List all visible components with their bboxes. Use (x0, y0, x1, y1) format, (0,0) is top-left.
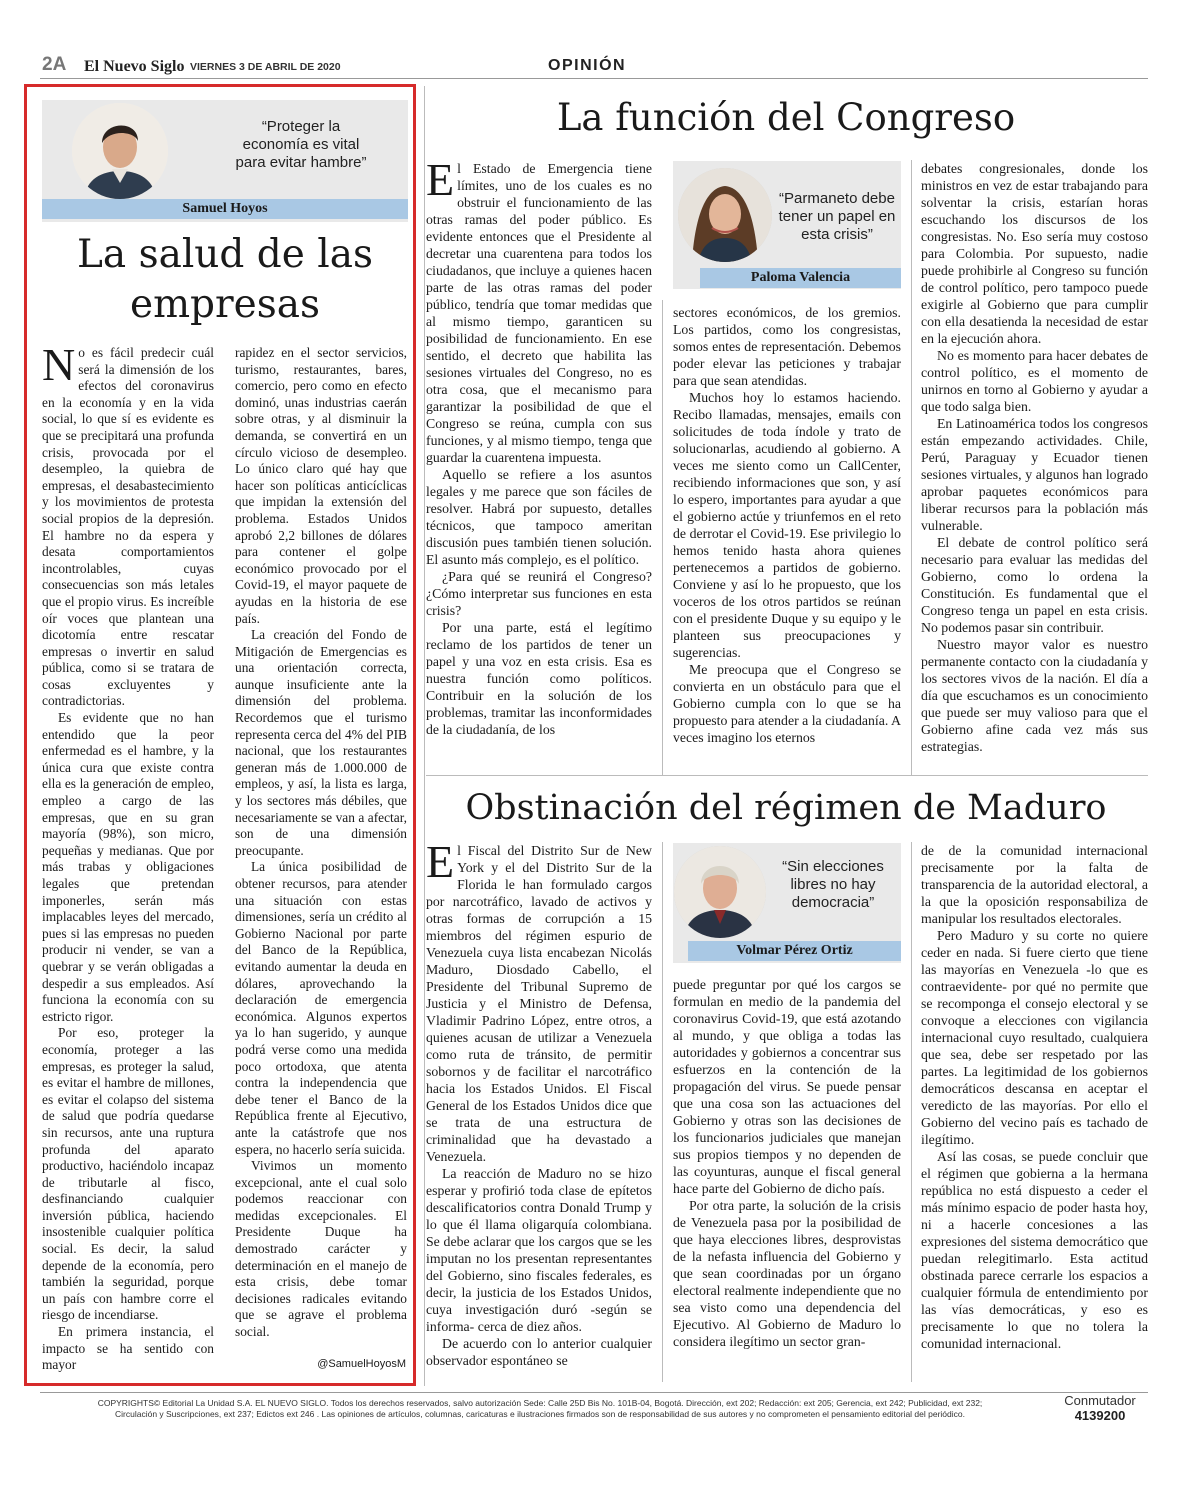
paragraph: Pero Maduro y su corte no quiere ceder en nada. Si fuere cierto que tiene las mayorías en Venezuela -lo que es contraevidente- por qué no permite que se recomponga el consejo electoral y se convoque a elecciones con vigilancia internacional cuyo resultado, cualquiera que sea, debe ser respetado por las partes. La legitimidad de los gobiernos democráticos descansa en aceptar el veredicto de las mayorías. Por ello el Gobierno del vecino país es tachado de ilegítimo. (921, 928, 1148, 1147)
paragraph: Es evidente que no han entendido que la peor enfermedad es el hambre, y la única cura que existe contra ella es la generación de empleo, empleo a cargo de las empresas, que en su gran mayoría (98%), son micro, pequeñas y medianas. Que por más trabas y obligaciones legales que pretendan imponerles, serán más implacables leyes del mercado, pues si las empresas no pueden producir ni vender, se van a quebrar y se verán obligadas a despedir a sus empleados. Así funciona la economía con su estricto rigor. (42, 710, 214, 1024)
drop-cap: E (426, 842, 455, 887)
author-signature: @SamuelHoyosM (317, 1358, 406, 1370)
pull-quote: “Proteger la economía es vital para evitar hambre” (235, 118, 367, 171)
paragraph: El debate de control político será necesario para evaluar las medidas del Gobierno, como lo ordena la Constitución. Es fundamental que el Congreso tenga un papel en esta crisis. No podemos pasar sin contribuir. (921, 535, 1148, 635)
author-photo-volmar-perez (674, 846, 766, 938)
column-divider (424, 86, 425, 1386)
paragraph: En Latinoamérica todos los congresos están empezando actividades. Chile, Perú, Paraguay y Ecuador tienen sesiones virtuales, y algunos han logrado aprobar paquetes económicos para liberar recursos para la población más vulnerable. (921, 416, 1148, 533)
paragraph: La creación del Fondo de Mitigación de Emergencias es una orientación correcta, aunque insuficiente ante la dimensión del problema. Recordemos que el turismo representa cerca del 4% del PIB nacional, que los restaurantes generan más de 1.000.000 de empleos, y así, la lista es larga, y los sectores más débiles, que necesariamente se van a afectar, son de una dimensión preocupante. (235, 627, 407, 858)
paragraph: Aquello se refiere a los asuntos legales y me parece que son fáciles de resolver. Habrá por supuesto, detalles técnicos, que tampoco ameritan discusión pues también tienen solución. El asunto más complejo, es el político. (426, 467, 652, 567)
paragraph: debates congresionales, donde los ministros en vez de estar trabajando para solventar la crisis, estarían horas escuchando los discursos de los congresistas. No. Eso sería muy costoso para Colombia. Por supuesto, nadie puede prohibirle al Congreso su función de control político, pero tampoco puede exigirle al Gobierno que para cumplir con ella desatienda la necesidad de estar en la ejecución ahora. (921, 161, 1148, 346)
column-divider (662, 300, 663, 775)
article-column-2 (673, 304, 901, 782)
paragraph: No es fácil predecir cuál será la dimensión de los efectos del coronavirus en la economía y en la vida social, lo que sí es evidente es que se precipitará una profunda crisis, provocada por el desempleo, la quiebra de empresas, el desabastecimiento y los movimientos de protesta social propios de la depresión. El hambre no da espera y desata comportamientos incontrolables, cuyas consecuencias son más letales que el propio virus. Es increíble oír voces que plantean una dicotomía entre rescatar empresas o invertir en salud pública, como si se tratara de cosas excluyentes y contradictorias. (42, 345, 214, 709)
paragraph: De acuerdo con lo anterior cualquier observador espontáneo se (426, 1336, 652, 1368)
article-separator (426, 775, 1148, 776)
section-label: OPINIÓN (548, 57, 627, 74)
drop-cap: E (426, 160, 455, 205)
paragraph: La reacción de Maduro no se hizo esperar y profirió toda clase de epítetos descalificatorios contra Donald Trump y lo que él llama oligarquía colombiana. Se debe aclarar que los cargos que se les imputan no los presentan representantes del Gobierno, sino fiscales federales, es decir, la justicia de los Estados Unidos, cuya investigación duró -según se informa- cerca de diez años. (426, 1166, 652, 1334)
pull-quote: “Sin elecciones libres no hay democracia” (782, 858, 884, 911)
paragraph: Por otra parte, la solución de la crisis de Venezuela pasa por la posibilidad de que haya elecciones libres, desprovistas de la nefasta influencia del Gobierno y que sean coordinadas por un órgano electoral realmente independiente que no sea visto como una dependencia del Ejecutivo. Al Gobierno de Maduro lo considera ilegítimo un sector gran- (673, 1198, 901, 1349)
pull-quote: “Parmaneto debe tener un papel en esta crisis” (778, 190, 896, 243)
footer-line-2: Circulación y Suscripciones, ext 237; Edictos ext 246 . Las opiniones de artículos, columnas, caricaturas e ilustraciones firmados son de responsabilidad de sus autores y no comprometen el pensamiento editorial del periódico. (115, 1409, 965, 1419)
article-column-3 (921, 160, 1148, 760)
paragraph: Vivimos un momento excepcional, ante el cual solo podemos reaccionar con medidas excepcionales. El Presidente Duque ha demostrado carácter y determinación en el manejo de esta crisis, debe tomar decisiones radicales evitando que se agrave el problema social. (235, 1158, 407, 1340)
paragraph: Así las cosas, se puede concluir que el régimen que gobierna a la hermana república no está dispuesto a ceder el más mínimo espacio de poder hasta hoy, ni a hacerle concesiones a las expresiones del sistema democrático que puedan relegitimarlo. Esta actitud obstinada parece cerrarle los espacios a cualquier fórmula de entendimiento por las vías democráticas, y eso es precisamente lo que no tolera la comunidad internacional. (921, 1149, 1148, 1351)
paragraph: Me preocupa que el Congreso se convierta en un obstáculo para que el Gobierno cumpla con lo que se ha propuesto para atender a la ciudadanía. A veces imagino los eternos (673, 662, 901, 745)
newspaper-name: El Nuevo Siglo (84, 58, 185, 75)
headline-line-1: La salud de las (77, 232, 373, 277)
column-divider (662, 842, 663, 1382)
paragraph: de de la comunidad internacional precisamente por la falta de transparencia de la autoridad electoral, a la que la oposición responsabiliza de manipular los resultados electorales. (921, 843, 1148, 926)
footer-copyright (40, 1398, 1040, 1420)
paragraph: Muchos hoy lo estamos haciendo. Recibo llamadas, mensajes, emails con solicitudes de toda índole y trato de solucionarlas, acudiendo al gobierno. A veces me siento como un CallCenter, recibiendo informaciones que son, y así lo espero, importantes para ayudar a que el gobierno actúe y triunfemos en el reto de derrotar el Covid-19. Ese privilegio lo hemos tenido hasta ahora quienes pertenecemos a partidos de gobierno. Conviene y así lo he propuesto, que los voceros de los otros partidos se reúnan con el presidente Duque y su equipo y le planteen sus preocupaciones y sugerencias. (673, 390, 901, 660)
headline-line-2: empresas (129, 282, 321, 327)
article-column-1 (426, 160, 652, 782)
page-number: 2A (42, 54, 67, 75)
article-column-1 (426, 842, 652, 1382)
column-divider (911, 842, 912, 1382)
issue-date: VIERNES 3 DE ABRIL DE 2020 (190, 61, 341, 73)
author-name-bar: Paloma Valencia (700, 268, 901, 288)
paragraph: rapidez en el sector servicios, turismo, restaurantes, bares, comercio, pero como en efecto dominó, unas industrias caerán sobre otras, y al disminuir la demanda, se convertirá en un círculo vicioso de desempleo. Lo único claro qué hay que hacer son políticas anticíclicas que impidan la extensión del problema. Estados Unidos aprobó 2,2 billones de dólares para contener el golpe económico provocado por el Covid-19, el mayor paquete de ayudas en la historia de ese país. (235, 345, 407, 626)
column-divider (911, 160, 912, 775)
paragraph: No es momento para hacer debates de control político, es el momento de unirnos en torno al Gobierno y ayudar a que todo salga bien. (921, 348, 1148, 414)
conmutador-number: 4139200 (1074, 1408, 1126, 1423)
paragraph: El Fiscal del Distrito Sur de New York y el del Distrito Sur de la Florida le han formulado cargos por narcotráfico, lavado de activos y otras formas de corrupción a 15 miembros del régimen espurio de Venezuela cuya lista encabezan Nicolás Maduro, Diosdado Cabello, el Presidente del Tribunal Supremo de Justicia y el Ministro de Defensa, Vladimir Padrino López, entre otros, a quienes acusan de utilizar a Venezuela como ruta de tránsito, de permitir sobornos y de facilitar el narcotráfico hacia los Estados Unidos. El Fiscal General de los Estados Unidos dice que se trata de una estructura de criminalidad que ha devastado a Venezuela. (426, 842, 652, 1164)
paragraph: sectores económicos, de los gremios. Los partidos, como los congresistas, somos entes de representación. Debemos poder elevar las peticiones y trabajar para que sean atendidas. (673, 305, 901, 388)
article-headline: La función del Congreso (556, 96, 1016, 139)
masthead-rule (40, 78, 1148, 79)
paragraph: En primera instancia, el impacto se ha sentido con mayor (42, 1324, 214, 1373)
paragraph: Por una parte, está el legítimo reclamo de los partidos de tener un papel y una voz en esta crisis. Esa es nuestra función como políticos. Contribuir en la solución de los problemas, tramitar las inconformidades de la ciudadanía, de los (426, 620, 652, 737)
footer-rule (40, 1392, 1148, 1393)
paragraph: Nuestro mayor valor es nuestro permanente contacto con la ciudadanía y los sectores vivos de la nación. El día a día que escuchamos es un conocimiento que puede ser muy valioso para que el Gobierno afine cada vez más sus estrategias. (921, 637, 1148, 754)
article-column-2 (673, 976, 901, 1382)
author-photo-paloma-valencia (678, 168, 772, 262)
highlight-frame (24, 84, 416, 1386)
footer-line-1: COPYRIGHTS© Editorial La Unidad S.A. EL NUEVO SIGLO. Todos los derechos reservados, salvo autorización Sede: Calle 25D Bis No. 101B-04, Bogotá. Dirección, ext 202; Redacción: ext 205; Gerencia, ext 242; Publicidad, ext 232; (97, 1398, 983, 1408)
paragraph: La única posibilidad de obtener recursos, para atender una situación con estas dimensiones, sería un crédito al Gobierno Nacional por parte del Banco de la República, evitando aumentar la deuda en dólares, aprovechando la declaración de emergencia económica. Algunos expertos ya lo han sugerido, y aunque podrá verse como una medida poco ortodoxa, que atenta contra la independencia que debe tener el Banco de la República frente al Ejecutivo, ante la catástrofe que nos espera, no hacerlo sería suicida. (235, 859, 407, 1157)
paragraph: Por eso, proteger la economía, proteger a las empresas, es proteger la salud, es evitar el hambre de millones, es evitar el colapso del sistema de salud que podría quedarse sin recursos, ante una ruptura profunda del aparato productivo, haciéndolo incapaz de tributarle al fisco, desfinanciando cualquier inversión pública, haciendo insostenible cualquier política social. Es decir, la salud depende de la economía, pero también la seguridad, porque un país con hambre corre el riesgo de incendiarse. (42, 1025, 214, 1323)
conmutador-label: Conmutador (1064, 1393, 1136, 1408)
paragraph: ¿Para qué se reunirá el Congreso? ¿Cómo interpretar sus funciones en esta crisis? (426, 569, 652, 618)
article-headline: Obstinación del régimen de Maduro (465, 788, 1107, 828)
paragraph: El Estado de Emergencia tiene límites, uno de los cuales es no obstruir el funcionamiento de las otras ramas del poder público. Es evidente entonces que el Presidente al decretar una cuarentena para todos los ciudadanos, que incluye a quienes hacen parte de las otras ramas del poder público, tendría que tomar medidas que al mismo tiempo, garanticen su posibilidad de funcionamiento. En ese sentido, el decreto que habilita las sesiones virtuales del Congreso, no es otra cosa, que el mecanismo para garantizar la posibilidad de que el Congreso se reúna, cumpla con sus funciones, y al mismo tiempo, tenga que guardar la cuarentena impuesta. (426, 160, 652, 465)
drop-cap: N (42, 345, 76, 390)
paragraph: puede preguntar por qué los cargos se formulan en medio de la pandemia del coronavirus Covid-19, que está azotando al mundo, y que obliga a todas las autoridades y gobiernos a concentrar sus esfuerzos en la contención de la propagación del virus. Se puede pensar que una cosa son las actuaciones del Gobierno y otras son las decisiones de los funcionarios judiciales que manejan sus propios tiempos y no dependen de las coyunturas, aunque el fiscal general hace parte del Gobierno de dicho país. (673, 977, 901, 1196)
author-name-bar: Samuel Hoyos (42, 199, 408, 219)
article-column-3 (921, 842, 1148, 1382)
author-name-bar: Volmar Pérez Ortiz (688, 941, 901, 961)
